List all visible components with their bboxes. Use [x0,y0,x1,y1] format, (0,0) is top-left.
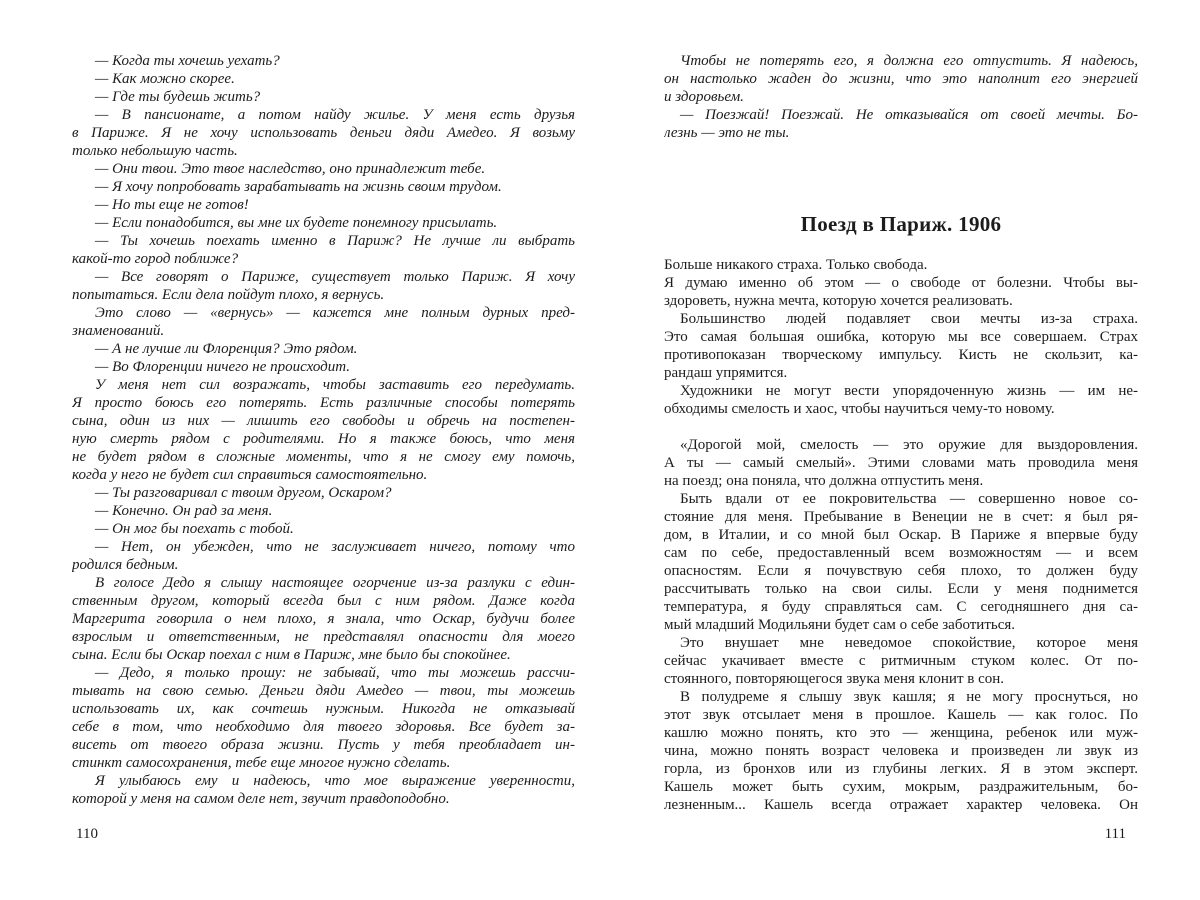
text-line: ную смерть рядом с родителями. Но я также боюсь, что меня [72,431,575,447]
text-line: А ты — самый смелый». Этими словами мать проводила меня [664,455,1138,471]
text-line: сам по себе, предоставленный всем возможностям — и всем [664,545,1138,561]
text-line: Это внушает мне неведомое спокойствие, которое меня [680,635,1138,651]
text-line: Маргерита говорила о нем плохо, я знала, что Оскар, будучи более [72,611,575,627]
text-line: лезненным... Кашель всегда отражает характер человека. Он [664,797,1138,813]
text-line: и здоровьем. [664,89,744,105]
right-page-body-text [664,256,1138,814]
text-line: горла, из бронхов или из глубины легких. Я в этом эксперт. [664,761,1138,777]
text-line: Чтобы не потерять его, я должна его отпустить. Я надеюсь, [680,53,1138,69]
text-line: У меня нет сил возражать, чтобы заставить его передумать. [95,377,575,393]
text-line: стояние для меня. Пребывание в Венеции не в счет: я был ря- [664,509,1138,525]
text-line: Большинство людей подавляет свои мечты из-за страха. [680,311,1138,327]
text-line: кашлю можно понять, кто это — женщина, ребенок или муж- [664,725,1138,741]
text-line: чина, можно понять возраст человека и произведен ли звук из [664,743,1138,759]
text-line: только небольшую часть. [72,143,238,159]
chapter-heading: Поезд в Париж. 1906 [800,212,1002,236]
text-line: ственным другом, который всегда был с ним рядом. Даже когда [72,593,575,609]
right-page-intro-text [664,52,1138,142]
text-line: — Он мог бы поехать с тобой. [95,521,294,537]
page-number-right: 111 [1104,826,1126,842]
text-line: В голосе Дедо я слышу настоящее огорчение из-за разлуки с един- [95,575,575,591]
text-line: опасностям. Если я почувствую себя плохо, то должен буду [664,563,1138,579]
text-line: дом, в Италии, и со мной был Оскар. В Париже я впервые буду [664,527,1138,543]
text-line: стоянного, повторяющегося звука меня клонит в сон. [664,671,1005,687]
text-line: не будет рядом в сложные моменты, что я не смогу ему помочь, [72,449,575,465]
text-line: лезнь — это не ты. [664,125,790,141]
text-line: сейчас укачивает вместе с ритмичным стуком колес. От по- [664,653,1138,669]
text-line: родился бедным. [72,557,179,573]
text-line: себе в том, что необходимо для твоего здоровья. Все будет за- [72,719,575,735]
text-line: В полудреме я слышу звук кашля; я не могу проснуться, но [680,689,1138,705]
text-line: взрослым и ответственным, не представлял опасности для моего [72,629,575,645]
text-line: Художники не могут вести упорядоченную жизнь — им не- [680,383,1138,399]
text-line: — Когда ты хочешь уехать? [95,53,280,69]
text-line: «Дорогой мой, смелость — это оружие для выздоровления. [680,437,1138,453]
text-line: — Конечно. Он рад за меня. [95,503,273,519]
text-line: сына, один из них — лишить его свободы и обречь на постепен- [72,413,575,429]
text-line: Это слово — «вернусь» — кажется мне полным дурных пред- [95,305,575,321]
text-line: Кашель может быть сухим, мокрым, раздражительным, бо- [664,779,1138,795]
text-line: — Ты хочешь поехать именно в Париж? Не лучше ли выбрать [95,233,575,249]
text-line: — Они твои. Это твое наследство, оно принадлежит тебе. [95,161,486,177]
text-line: обходимы смелость и хаос, чтобы научиться чему-то новому. [664,401,1055,417]
text-line: здороветь, нужна мечта, которую хочется реализовать. [664,293,1013,309]
text-line: когда у него не будет сил справиться самостоятельно. [72,467,428,483]
text-line: тывать на свою семью. Деньги дяди Амедео — твои, ты можешь [72,683,575,699]
text-line: Я просто боюсь его потерять. Есть различные способы потерять [72,395,575,411]
text-line: — Дедо, я только прошу: не забывай, что ты можешь рассчи- [95,665,575,681]
text-line: — Если понадобится, вы мне их будете понемногу присылать. [95,215,498,231]
left-page-text [72,52,575,808]
text-line: — Но ты еще не готов! [95,197,249,213]
text-line: — Все говорят о Париже, существует только Париж. Я хочу [95,269,575,285]
text-line: использовать их, как сочтешь нужным. Никогда не отказывай [72,701,575,717]
text-line: он настолько жаден до жизни, что это наполнит его энергией [664,71,1138,87]
text-line: на поезд; она поняла, что должна отпустить меня. [664,473,984,489]
text-line: — А не лучше ли Флоренция? Это рядом. [95,341,358,357]
text-line: — В пансионате, а потом найду жилье. У меня есть друзья [95,107,575,123]
text-line: Больше никакого страха. Только свобода. [664,257,928,273]
text-line: стинкт самосохранения, тебе еще многое нужно сделать. [72,755,451,771]
page-number-left: 110 [76,826,98,842]
text-line: Быть вдали от ее покровительства — совершенно новое со- [680,491,1138,507]
text-line: — Во Флоренции ничего не происходит. [95,359,351,375]
text-line: — Нет, он убежден, что не заслуживает ничего, потому что [95,539,575,555]
text-line: попытаться. Если дела пойдут плохо, я вернусь. [72,287,385,303]
text-line: — Ты разговаривал с твоим другом, Оскаром? [95,485,392,501]
text-line: мый младший Модильяни будет сам о себе заботиться. [664,617,1016,633]
text-line: висеть от твоего образа жизни. Пусть у тебя преобладает ин- [72,737,575,753]
text-line: рассчитывать только на свои силы. Если у меня поднимется [664,581,1138,597]
text-line: — Где ты будешь жить? [95,89,261,105]
text-line: — Как можно скорее. [95,71,235,87]
text-line: — Я хочу попробовать зарабатывать на жизнь своим трудом. [95,179,502,195]
text-line: — Поезжай! Поезжай. Не отказывайся от своей мечты. Бо- [680,107,1138,123]
text-line: этот звук отсылает меня в прошлое. Кашель — как голос. По [664,707,1138,723]
text-line: в Париже. Я не хочу использовать деньги дяди Амедео. Я возьму [72,125,575,141]
text-line: рандаш упрямится. [664,365,788,381]
text-line: сына. Если бы Оскар поехал с ним в Париж, мне было бы спокойнее. [72,647,511,663]
text-line: противопоказан творческому импульсу. Кисть не скользит, ка- [664,347,1138,363]
text-line: температура, я буду справляться сам. С сегодняшнего дня са- [664,599,1138,615]
text-line: Я улыбаюсь ему и надеюсь, что мое выражение уверенности, [95,773,575,789]
text-line: знаменований. [72,323,165,339]
text-line: которой у меня на самом деле нет, звучит правдоподобно. [72,791,450,807]
text-line: Я думаю именно об этом — о свободе от болезни. Чтобы вы- [664,275,1138,291]
text-line: какой-то город поближе? [72,251,239,267]
text-line: Это самая большая ошибка, которую мы все совершаем. Страх [664,329,1138,345]
